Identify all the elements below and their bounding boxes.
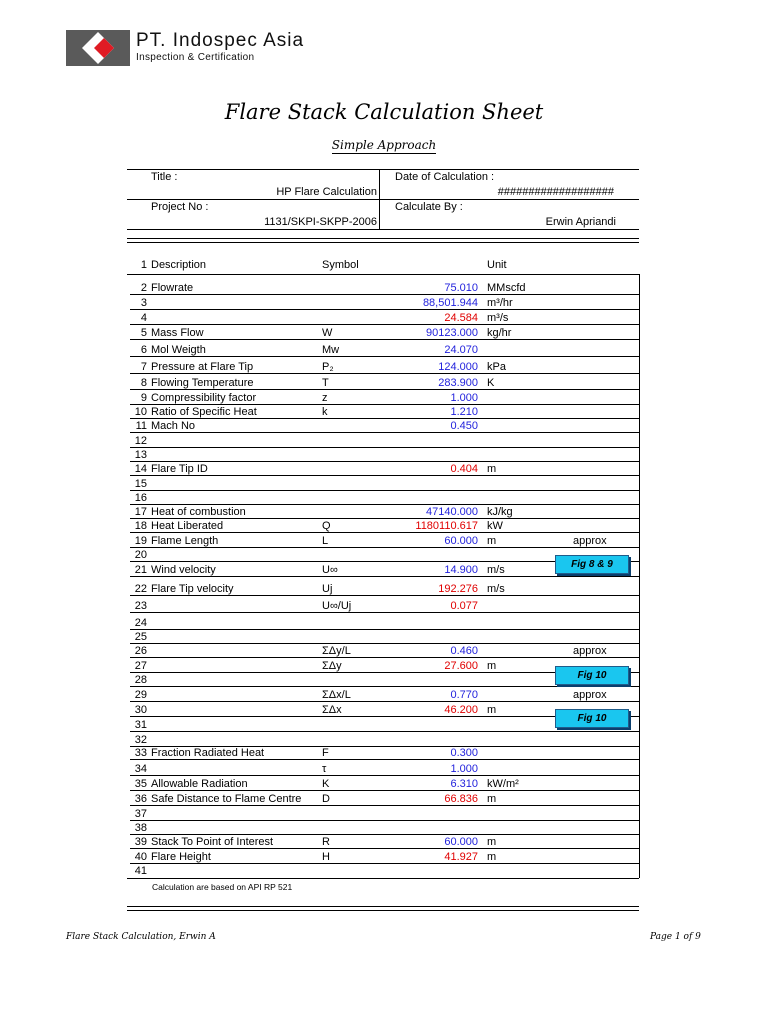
project-label: Project No : <box>151 201 209 213</box>
row-unit: kJ/kg <box>487 506 513 518</box>
row-unit: m <box>487 836 497 848</box>
row-description: Flowrate <box>151 282 194 294</box>
row-symbol: F <box>322 747 329 759</box>
row-value: 0.077 <box>450 600 478 612</box>
row-value: 0.460 <box>450 645 478 657</box>
row-description: Mass Flow <box>151 327 204 339</box>
row-symbol: ΣΔy/L <box>322 645 351 657</box>
row-symbol: W <box>322 327 333 339</box>
table-row <box>130 405 640 419</box>
row-divider <box>130 805 640 806</box>
row-divider <box>130 686 640 687</box>
table-row <box>130 326 640 340</box>
row-value: 24.584 <box>444 312 478 324</box>
fig-10-button-1[interactable]: Fig 10 <box>555 666 629 685</box>
fig-10-button-2[interactable]: Fig 10 <box>555 709 629 728</box>
table-row <box>130 258 640 272</box>
table-row <box>130 582 640 596</box>
row-description: Pressure at Flare Tip <box>151 361 254 373</box>
row-description: Description <box>151 259 207 271</box>
fig-8-9-button[interactable]: Fig 8 & 9 <box>555 555 629 574</box>
row-divider <box>130 432 640 433</box>
title-label: Title : <box>151 171 178 183</box>
row-number: 34 <box>134 763 147 775</box>
row-note: approx <box>573 689 607 701</box>
row-divider <box>130 595 640 596</box>
row-value: 27.600 <box>444 660 478 672</box>
row-number: 28 <box>134 674 147 686</box>
row-value: 66.836 <box>444 793 478 805</box>
row-number: 40 <box>134 851 147 863</box>
row-divider <box>130 356 640 357</box>
table-row <box>130 534 640 548</box>
table-row <box>130 746 640 760</box>
row-description: Heat Liberated <box>151 520 224 532</box>
row-description: Allowable Radiation <box>151 778 248 790</box>
row-divider <box>130 475 640 476</box>
row-value: 60.000 <box>444 836 478 848</box>
row-value: 90123.000 <box>426 327 478 339</box>
row-number: 32 <box>134 734 147 746</box>
table-row <box>130 434 640 448</box>
table-row <box>130 821 640 835</box>
row-divider <box>130 759 640 760</box>
row-divider <box>130 324 640 325</box>
row-number: 19 <box>134 535 147 547</box>
row-value: 41.927 <box>444 851 478 863</box>
row-value: 0.300 <box>450 747 478 759</box>
row-value: 14.900 <box>444 564 478 576</box>
row-symbol: T <box>322 377 329 389</box>
row-value: 60.000 <box>444 535 478 547</box>
row-unit: m <box>487 704 497 716</box>
row-symbol: U∞/Uj <box>322 600 352 612</box>
row-value: 192.276 <box>438 583 478 595</box>
table-row <box>130 777 640 791</box>
row-number: 29 <box>134 689 147 701</box>
row-number: 1 <box>140 259 147 271</box>
row-number: 36 <box>134 793 147 805</box>
row-number: 39 <box>134 836 147 848</box>
row-symbol: Mw <box>322 344 340 356</box>
row-number: 24 <box>134 617 147 629</box>
row-symbol: Uj <box>322 583 333 595</box>
row-symbol: k <box>322 406 328 418</box>
table-row <box>130 850 640 864</box>
row-value: 24.070 <box>444 344 478 356</box>
row-symbol: Q <box>322 520 331 532</box>
row-number: 12 <box>134 435 147 447</box>
row-divider <box>130 612 640 613</box>
row-description: Stack To Point of Interest <box>151 836 274 848</box>
row-number: 41 <box>134 865 147 877</box>
row-symbol: τ <box>322 763 327 775</box>
row-number: 23 <box>134 600 147 612</box>
row-description: Flowing Temperature <box>151 377 254 389</box>
calc-by-value: Erwin Apriandi <box>545 216 616 228</box>
table-row <box>130 835 640 849</box>
row-value: 75.010 <box>444 282 478 294</box>
row-number: 16 <box>134 492 147 504</box>
row-description: Fraction Radiated Heat <box>151 747 265 759</box>
row-symbol: ΣΔx <box>322 704 342 716</box>
row-description: Heat of combustion <box>151 506 246 518</box>
row-number: 25 <box>134 631 147 643</box>
row-divider <box>130 309 640 310</box>
footer-page-number: Page 1 of 9 <box>650 932 701 942</box>
calc-by-label: Calculate By : <box>395 201 463 213</box>
row-value: 0.404 <box>450 463 478 475</box>
row-divider <box>130 576 640 577</box>
row-divider <box>130 389 640 390</box>
row-unit: kW <box>487 520 503 532</box>
row-number: 6 <box>140 344 147 356</box>
row-symbol: U∞ <box>322 564 338 576</box>
row-unit: K <box>487 377 495 389</box>
row-unit: m <box>487 793 497 805</box>
row-number: 14 <box>134 463 147 475</box>
row-unit: m/s <box>487 564 505 576</box>
row-symbol: R <box>322 836 330 848</box>
footer-document-name: Flare Stack Calculation, Erwin A <box>66 932 216 942</box>
row-number: 8 <box>140 377 147 389</box>
date-value: ################### <box>497 186 614 198</box>
table-row <box>130 462 640 476</box>
row-value: 1.000 <box>450 392 478 404</box>
row-description: Mach No <box>151 420 196 432</box>
row-divider <box>130 532 640 533</box>
api-reference-note: Calculation are based on API RP 521 <box>152 882 293 892</box>
row-number: 26 <box>134 645 147 657</box>
company-name: PT. Indospec Asia <box>136 30 305 51</box>
row-number: 38 <box>134 822 147 834</box>
table-row <box>130 391 640 405</box>
row-symbol: P₂ <box>322 361 334 373</box>
row-value: 47140.000 <box>426 506 478 518</box>
table-row <box>130 491 640 505</box>
row-number: 2 <box>140 282 147 294</box>
row-number: 35 <box>134 778 147 790</box>
row-number: 11 <box>135 420 147 432</box>
table-row <box>130 807 640 821</box>
row-unit: m³/hr <box>487 297 513 309</box>
row-number: 17 <box>134 506 147 518</box>
document-title: Flare Stack Calculation Sheet <box>224 100 544 124</box>
table-row <box>130 311 640 325</box>
row-description: Flame Length <box>151 535 219 547</box>
row-divider <box>130 790 640 791</box>
row-number: 7 <box>140 361 147 373</box>
row-description: Flare Tip ID <box>151 463 208 475</box>
row-symbol: K <box>322 778 330 790</box>
row-divider <box>130 731 640 732</box>
row-unit: m <box>487 463 497 475</box>
row-unit: MMscfd <box>487 282 526 294</box>
table-row <box>130 599 640 613</box>
table-row <box>130 733 640 747</box>
table-row <box>130 630 640 644</box>
row-description: Compressibility factor <box>151 392 257 404</box>
title-value: HP Flare Calculation <box>276 186 377 198</box>
row-unit: m³/s <box>487 312 509 324</box>
row-description: Safe Distance to Flame Centre <box>151 793 302 805</box>
row-value: 0.770 <box>450 689 478 701</box>
table-row <box>130 762 640 776</box>
row-unit: m/s <box>487 583 505 595</box>
row-number: 21 <box>134 564 147 576</box>
table-row <box>130 616 640 630</box>
table-row <box>130 688 640 702</box>
row-unit: m <box>487 660 497 672</box>
row-divider <box>130 339 640 340</box>
row-divider <box>130 294 640 295</box>
row-description: Mol Weigth <box>151 344 206 356</box>
row-note: approx <box>573 645 607 657</box>
row-number: 4 <box>140 312 147 324</box>
row-unit: Unit <box>487 259 507 271</box>
row-symbol: ΣΔx/L <box>322 689 351 701</box>
row-unit: m <box>487 851 497 863</box>
row-note: approx <box>573 535 607 547</box>
row-number: 31 <box>134 719 147 731</box>
row-value: 124.000 <box>438 361 478 373</box>
table-row <box>130 376 640 390</box>
row-value: 0.450 <box>450 420 478 432</box>
row-symbol: z <box>322 392 328 404</box>
row-description: Ratio of Specific Heat <box>151 406 257 418</box>
row-number: 10 <box>134 406 147 418</box>
row-divider <box>130 848 640 849</box>
row-value: 46.200 <box>444 704 478 716</box>
row-unit: kg/hr <box>487 327 512 339</box>
table-row <box>130 343 640 357</box>
company-division: Inspection & Certification <box>136 52 255 63</box>
row-description: Wind velocity <box>151 564 216 576</box>
table-row <box>130 281 640 295</box>
row-unit: kPa <box>487 361 506 373</box>
row-value: 1.210 <box>450 406 478 418</box>
row-number: 37 <box>134 808 147 820</box>
row-value: 283.900 <box>438 377 478 389</box>
row-number: 20 <box>134 549 147 561</box>
row-description: Flare Tip velocity <box>151 583 234 595</box>
table-row <box>130 792 640 806</box>
row-number: 30 <box>134 704 147 716</box>
table-row <box>130 448 640 462</box>
row-number: 9 <box>140 392 147 404</box>
row-number: 33 <box>134 747 147 759</box>
row-unit: kW/m² <box>487 778 519 790</box>
row-value: 1180110.617 <box>415 520 478 532</box>
row-number: 18 <box>134 520 147 532</box>
table-row <box>130 477 640 491</box>
table-row <box>130 419 640 433</box>
table-row <box>130 296 640 310</box>
project-value: 1131/SKPI-SKPP-2006 <box>264 216 377 228</box>
row-unit: m <box>487 535 497 547</box>
document-subtitle: Simple Approach <box>331 138 437 152</box>
row-number: 13 <box>134 449 147 461</box>
table-row <box>130 644 640 658</box>
table-row <box>130 519 640 533</box>
row-value: 6.310 <box>450 778 478 790</box>
row-number: 27 <box>134 660 147 672</box>
table-row <box>130 864 640 878</box>
table-row <box>130 360 640 374</box>
row-number: 5 <box>140 327 147 339</box>
row-symbol: H <box>322 851 330 863</box>
row-number: 3 <box>140 297 147 309</box>
row-symbol: Symbol <box>322 259 359 271</box>
row-divider <box>130 657 640 658</box>
row-value: 1.000 <box>450 763 478 775</box>
row-number: 22 <box>134 583 147 595</box>
date-label: Date of Calculation : <box>395 171 495 183</box>
row-divider <box>130 373 640 374</box>
row-value: 88,501.944 <box>422 297 478 309</box>
row-divider <box>130 701 640 702</box>
table-row <box>130 505 640 519</box>
row-symbol: ΣΔy <box>322 660 342 672</box>
row-number: 15 <box>134 478 147 490</box>
row-divider <box>130 775 640 776</box>
row-description: Flare Height <box>151 851 211 863</box>
row-symbol: L <box>322 535 329 547</box>
row-symbol: D <box>322 793 330 805</box>
